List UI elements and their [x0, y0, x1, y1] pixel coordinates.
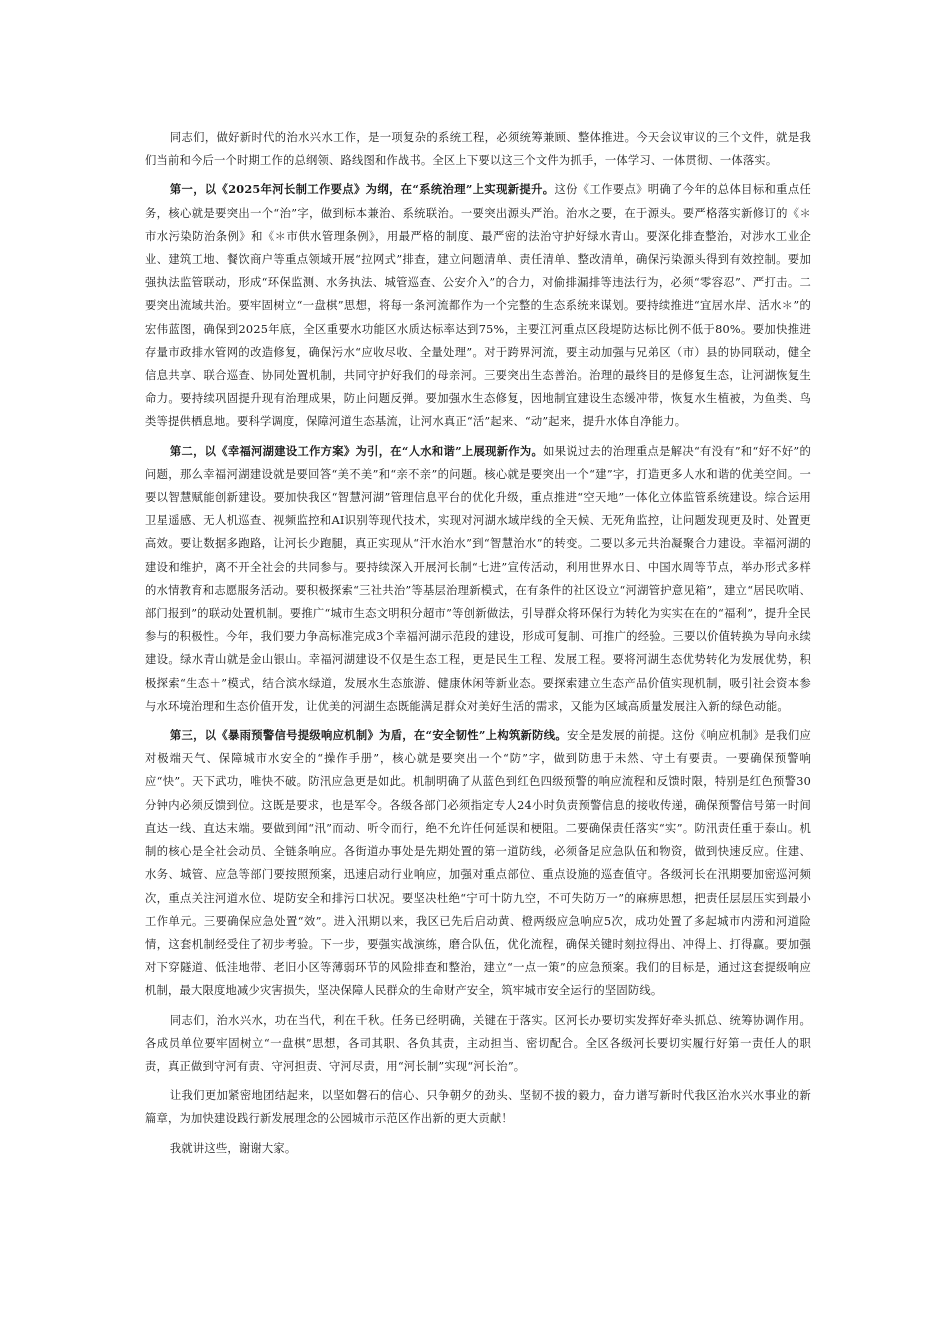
paragraph-text: 让我们更加紧密地团结起来，以坚如磐石的信心、只争朝夕的劲头、坚韧不拔的毅力，奋力谱写新时代我区治水兴水事业的新篇章，为加快建设践行新发展理念的公园城市示范区作出新的更大贡献！: [145, 1089, 811, 1126]
paragraph-text: 安全是发展的前提。这份《响应机制》是我们应对极端天气、保障城市水安全的“操作手册”，核心就是要突出一个“防”字，做到防患于未然、守土有要责。一要确保预警响应“快”。天下武功，唯快不破。防汛应急更是如此。机制明确了从蓝色到红色四级预警的响应流程和反馈时限，特别是红色预警30分钟内必须反馈到位。这既是要求，也是军令。各级各部门必须指定专人24小时负责预警信息的接收传递，确保预警信号第一时间直达一线、直达末端。要做到闻“汛”而动、听令而行，绝不允许任何延误和梗阻。二要确保责任落实“实”。防汛责任重于泰山。机制的核心是全社会动员、全链条响应。各街道办事处是先期处置的第一道防线，必须备足应急队伍和物资，做到快速反应。住建、水务、城管、应急等部门要按照预案，迅速启动行业响应，加强对重点部位、重点设施的巡查值守。各级河长在汛期要加密巡河频次，重点关注河道水位、堤防安全和排污口状况。要坚决杜绝“宁可十防九空，不可失防万一”的麻痹思想，把责任层层压实到最小工作单元。三要确保应急处置“效”。进入汛期以来，我区已先后启动黄、橙两级应急响应5次，成功处置了多起城市内涝和河道险情，这套机制经受住了初步考验。下一步，要强实战演练，磨合队伍，优化流程，确保关键时刻拉得出、冲得上、打得赢。要加强对下穿隧道、低洼地带、老旧小区等薄弱环节的风险排查和整治，建立“一点一策”的应急预案。我们的目标是，通过这套提级响应机制，最大限度地减少灾害损失，坚决保障人民群众的生命财产安全，筑牢城市安全运行的坚固防线。: [145, 729, 812, 998]
paragraph-point-one: [145, 178, 811, 433]
paragraph-text: 如果说过去的治理重点是解决“有没有”和“好不好”的问题，那么幸福河湖建设就是要回答“美不美”和“亲不亲”的问题。核心就是要突出一个“建”字，打造更多人水和谐的优美空间。一要以智慧赋能创新建设。要加快我区“智慧河湖”管理信息平台的优化升级，重点推进“空天地”一体化立体监管系统建设。综合运用卫星遥感、无人机巡查、视频监控和AI识别等现代技术，实现对河湖水域岸线的全天候、无死角监控，让问题发现更及时、处置更高效。要让数据多跑路，让河长少跑腿，真正实现从“汗水治水”到“智慧治水”的转变。二要以多元共治凝聚合力建设。幸福河湖的建设和维护，离不开全社会的共同参与。要持续深入开展河长制“七进”宣传活动，利用世界水日、中国水周等节点，举办形式多样的水情教育和志愿服务活动。要积极探索“三社共治”等基层治理新模式，在有条件的社区设立“河湖管护意见箱”，建立“居民吹哨、部门报到”的联动处置机制。要推广“城市生态文明积分超市”等创新做法，引导群众将环保行为转化为实实在在的“福利”，提升全民参与的积极性。今年，我们要力争高标准完成3个幸福河湖示范段的建设，形成可复制、可推广的经验。三要以价值转换为导向永续建设。绿水青山就是金山银山。幸福河湖建设不仅是生态工程，更是民生工程、发展工程。要将河湖生态优势转化为发展优势，积极探索“生态＋”模式，结合滨水绿道，发展水生态旅游、健康休闲等新业态。要探索建立生态产品价值实现机制，吸引社会资本参与水环境治理和生态价值开发，让优美的河湖生态既能满足群众对美好生活的需求，又能为区域高质量发展注入新的绿色动能。: [145, 444, 811, 713]
document-body: [145, 126, 811, 1166]
paragraph-lead: 第一，以《2025年河长制工作要点》为纲，在“系统治理”上实现新提升。: [169, 182, 555, 197]
paragraph-point-two: [145, 440, 811, 718]
paragraph-summary: [145, 1009, 811, 1079]
paragraph-text: 我就讲这些，谢谢大家。: [169, 1141, 297, 1155]
paragraph-text: 这份《工作要点》明确了今年的总体目标和重点任务，核心就是要突出一个“治”字，做到标本兼治、系统联治。一要突出源头严治。治水之要，在于源头。要严格落实新修订的《＊市水污染防治条例》和《＊市供水管理条例》，用最严格的制度、最严密的法治守护好绿水青山。要深化排查整治，对涉水工业企业、建筑工地、餐饮商户等重点领域开展“拉网式”排查，建立问题清单、责任清单、整改清单，确保污染源头得到有效控制。要加强执法监管联动，形成“环保监测、水务执法、城管巡查、公安介入”的合力，对偷排漏排等违法行为，必须“零容忍”、严打击。二要突出流域共治。要牢固树立“一盘棋”思想，将每一条河流都作为一个完整的生态系统来谋划。要持续推进“宜居水岸、活水＊”的宏伟蓝图，确保到2025年底，全区重要水功能区水质达标率达到75%，主要江河重点区段堤防达标比例不低于80%。要加快推进存量市政排水管网的改造修复，确保污水“应收尽收、全量处理”。对于跨界河流，要主动加强与兄弟区（市）县的协同联动，健全信息共享、联合巡查、协同处置机制，共同守护好我们的母亲河。三要突出生态善治。治理的最终目的是修复生态，让河湖恢复生命力。要持续巩固提升现有治理成果，防止问题反弹。要加强水生态修复，因地制宜建设生态缓冲带，恢复水生植被，为鱼类、鸟类等提供栖息地。要科学调度，保障河道生态基流，让河水真正“活”起来、“动”起来，提升水体自净能力。: [145, 183, 811, 429]
paragraph-opening: [145, 126, 811, 172]
paragraph-text: 同志们，做好新时代的治水兴水工作，是一项复杂的系统工程，必须统筹兼顾、整体推进。今天会议审议的三个文件，就是我们当前和今后一个时期工作的总纲领、路线图和作战书。全区上下要以这三个文件为抓手，一体学习、一体贯彻、一体落实。: [145, 131, 811, 168]
paragraph-text: 同志们，治水兴水，功在当代，利在千秋。任务已经明确，关键在于落实。区河长办要切实发挥好牵头抓总、统筹协调作用。各成员单位要牢固树立“一盘棋”思想，各司其职、各负其责，主动担当、密切配合。全区各级河长要切实履行好第一责任人的职责，真正做到守河有责、守河担责、守河尽责，用“河长制”实现“河长治”。: [145, 1013, 811, 1073]
paragraph-closing: [145, 1137, 811, 1160]
paragraph-point-three: [145, 724, 811, 1002]
paragraph-lead: 第三，以《暴雨预警信号提级响应机制》为盾，在“安全韧性”上构筑新防线。: [169, 728, 568, 743]
paragraph-call-to-action: [145, 1084, 811, 1130]
paragraph-lead: 第二，以《幸福河湖建设工作方案》为引，在“人水和谐”上展现新作为。: [169, 443, 544, 458]
